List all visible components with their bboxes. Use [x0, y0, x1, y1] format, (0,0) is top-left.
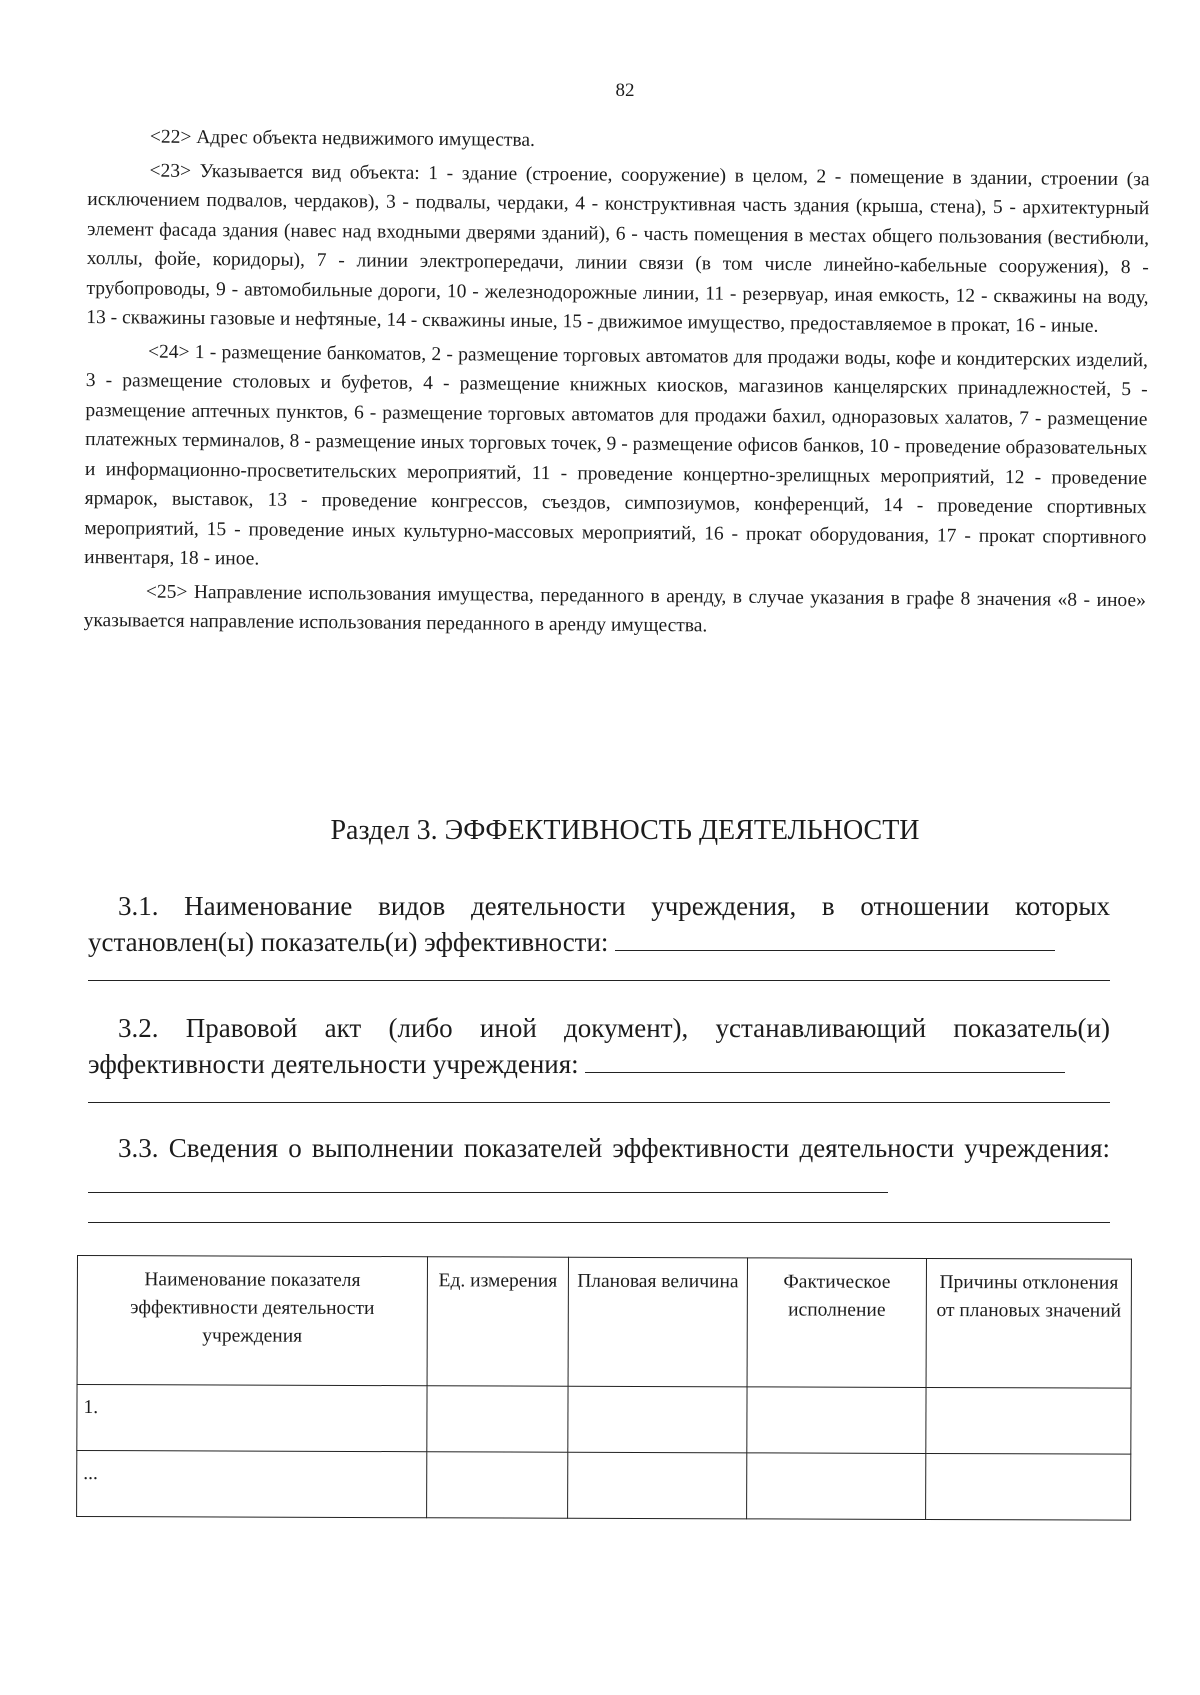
fill-line — [88, 1222, 1110, 1223]
header-actual-value: Фактическое исполнение — [747, 1258, 926, 1388]
fill-line — [615, 950, 1055, 951]
header-planned-value: Плановая величина — [568, 1257, 747, 1387]
footnote-22: <22> Адрес объекта недвижимого имущества. — [149, 126, 536, 151]
table-cell — [427, 1386, 568, 1452]
table-cell — [747, 1453, 926, 1520]
table-cell — [926, 1387, 1131, 1454]
item-3-3-text: 3.3. Сведения о выполнении показателей эффективности деятельности учреждения: — [118, 1133, 1110, 1163]
header-indicator-name: Наименование показателя эффективности деятельности учреждения — [77, 1256, 427, 1386]
table-cell — [926, 1453, 1131, 1520]
item-3-1-text: 3.1. Наименование видов деятельности учреждения, в отношении которых установлен(ы) показатель(и) эффективности: — [88, 891, 1110, 957]
fill-line — [88, 980, 1110, 981]
table-row — [77, 1451, 1131, 1521]
header-deviation-reasons: Причины отклонения от плановых значений — [926, 1258, 1131, 1388]
fill-line — [88, 1102, 1110, 1103]
header-unit: Ед. измерения — [427, 1257, 568, 1386]
table-cell — [747, 1387, 926, 1454]
fill-line — [585, 1072, 1065, 1073]
fill-line — [88, 1192, 888, 1193]
table-cell — [568, 1452, 747, 1519]
footnote-25: <25> Направление использования имущества, переданного в аренду, в случае указания в графе 8 значения «8 - иное» указывается направление использования переданного в аренду имущества. — [83, 581, 1146, 637]
item-3-1 — [88, 888, 1110, 981]
page-number: 82 — [615, 80, 635, 101]
table-row — [77, 1385, 1131, 1455]
table-cell — [568, 1386, 747, 1453]
table-cell: 1. — [77, 1385, 427, 1452]
table-header-row — [77, 1256, 1131, 1389]
table-cell — [427, 1452, 568, 1518]
section-heading: Раздел 3. ЭФФЕКТИВНОСТЬ ДЕЯТЕЛЬНОСТИ — [330, 815, 920, 846]
item-3-2 — [88, 1010, 1110, 1103]
indicators-table — [76, 1255, 1132, 1521]
table-cell: ... — [77, 1451, 427, 1518]
item-3-3 — [88, 1130, 1110, 1223]
item-3-2-text: 3.2. Правовой акт (либо иной документ), устанавливающий показатель(и) эффективности деятельности учреждения: — [88, 1013, 1110, 1079]
footnote-24: <24> 1 - размещение банкоматов, 2 - размещение торговых автоматов для продажи воды, кофе и кондитерских изделий, 3 - размещение столовых и буфетов, 4 - размещение книжных киосков, магазинов канцелярских принадлежностей, 5 - размещение аптечных пунктов, 6 - размещение торговых автоматов для продажи бахил, одноразовых халатов, 7 - размещение платежных терминалов, 8 - размещение иных торговых точек, 9 - размещение офисов банков, 10 - проведение образовательных и информационно-просветительских мероприятий, 11 - проведение концертно-зрелищных мероприятий, 12 - проведение ярмарок, выставок, 13 - проведение конгрессов, съездов, симпозиумов, конференций, 14 - проведение спортивных мероприятий, 15 - проведение иных культурно-массовых мероприятий, 16 - прокат оборудования, 17 - прокат спортивного инвентаря, 18 - иное. — [84, 341, 1149, 570]
footnotes — [83, 122, 1149, 649]
footnote-23: <23> Указывается вид объекта: 1 - здание (строение, сооружение) в целом, 2 - помещение в здании, строении (за исключением подвалов, чердаков), 3 - подвалы, чердаки, 4 - конструктивная часть здания (крыша, стена), 5 - архитектурный элемент фасада здания (навес над входными дверями зданий), 6 - часть помещения в местах общего пользования (вестибюли, холлы, фойе, коридоры), 7 - линии электропередачи, линии связи (в том числе линейно-кабельные сооружения), 8 - трубопроводы, 9 - автомобильные дороги, 10 - железнодорожные линии, 11 - резервуар, иная емкость, 12 - скважины на воду, 13 - скважины газовые и нефтяные, 14 - скважины иные, 15 - движимое имущество, предоставляемое в прокат, 16 - иные. — [86, 160, 1150, 337]
